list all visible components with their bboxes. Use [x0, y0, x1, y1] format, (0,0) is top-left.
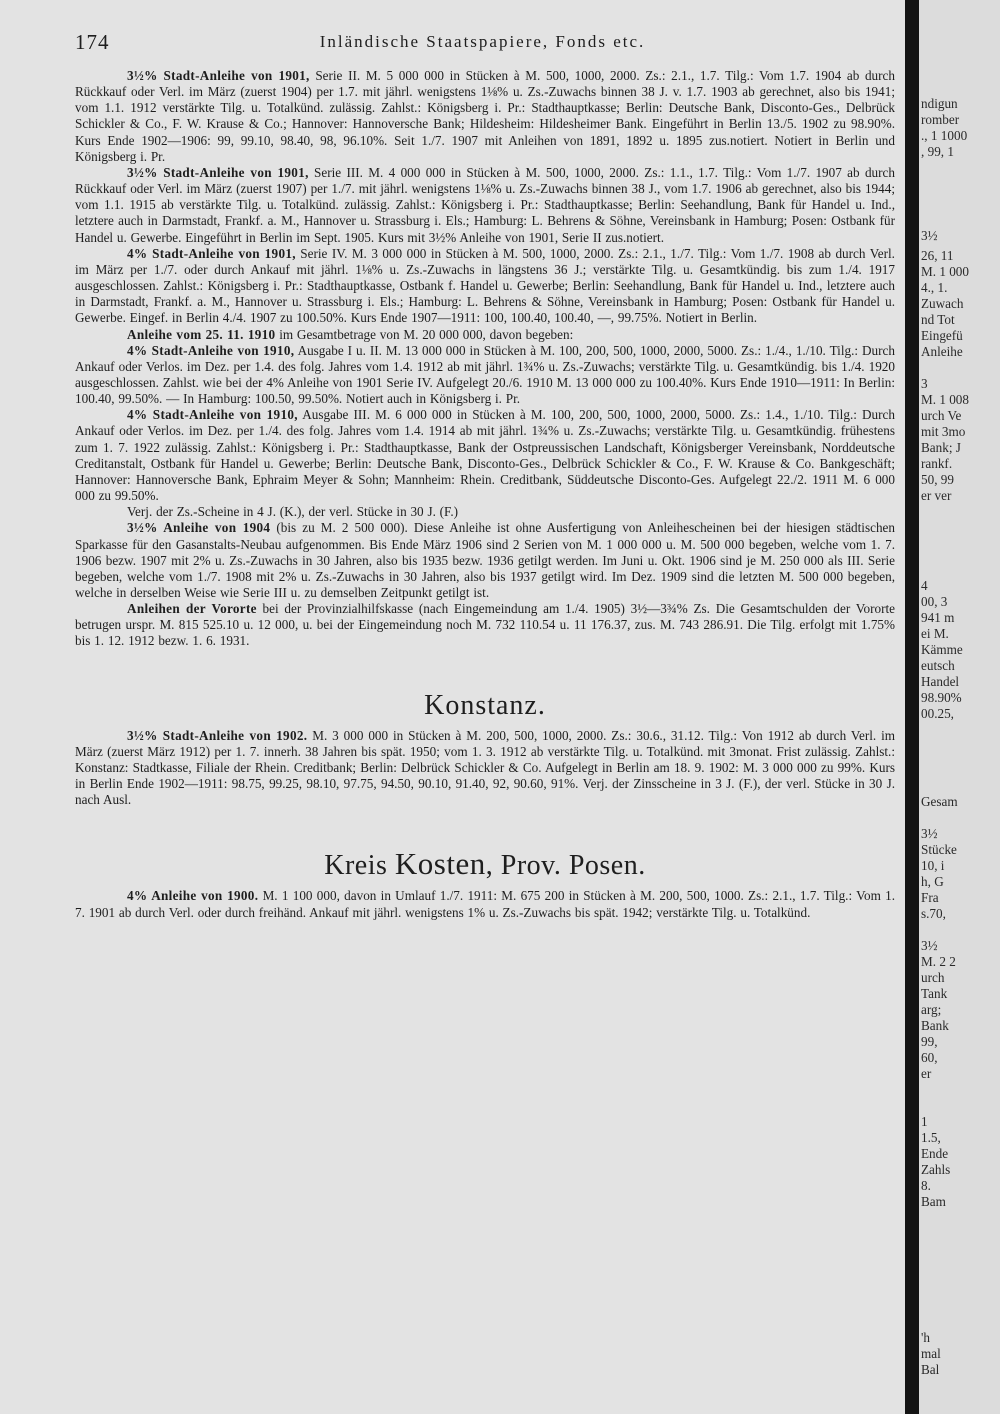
adjacent-page-fragment: eutsch [921, 658, 955, 673]
adjacent-page-fragment: Stücke [921, 842, 957, 857]
entry-text: (bis zu M. 2 500 000). Diese Anleihe ist ohne Ausfertigung von Anleihescheinen bei der hiesigen städtischen Sparkasse für den Gasanstalts-Neubau aufgenommen. Bis Ende März 1906 sind 2 Serien von M. 1 000 000 u. M. 500 000 begeben, welche vom 1. 7. 1906 bezw. 1907 mit 2% u. Zs.-Zuwachs in 30 Jahren, also bis 1935 bezw. 1936 getilgt werden. Im Juni u. Okt. 1906 sind je M. 250 000 als III. Serie begeben, welche vom 1./7. 1908 mit 2% u. Zs.-Zuwachs in 30 Jahren, also bis 1937 getilgt wird. Im Dez. 1909 sind die letzten M. 500 000 begeben, welche in derselben Weise wie Serie III u. zu demselben Zeitpunkt getilgt ist. [75, 520, 895, 600]
title-prefix: Kreis [324, 850, 395, 882]
adjacent-page-fragment: Bank [921, 1018, 949, 1033]
section-title-kosten [75, 846, 895, 882]
adjacent-page-fragment: 1.5, [921, 1130, 941, 1145]
entry-paragraph [75, 327, 895, 343]
entry-text: Serie II. M. 5 000 000 in Stücken à M. 500, 1000, 2000. Zs.: 2.1., 1.7. Tilg.: Vom 1.7. 1904 ab durch Rückkauf oder Verl. im März (zuerst 1904) per 1.7. mit jährl. wenigstens 1⅛% u. Zs.-Zuwachs binnen 38 J. v. 1.7. 1903 ab gerechnet, also bis 1941; vom 1.1. 1912 verstärkte Tilg. u. Totalkünd. zulässig. Zahlst.: Königsberg i. Pr.: Stadthauptkasse; Berlin: Deutsche Bank, Disconto-Ges., Delbrück Schickler & Co., F. W. Krause & Co.; Hannover: Hannoversche Bank; Hildesheim: Hildesheimer Bank. Eingeführt in Berlin 13./5. 1902 zu 98.90%. Kurs Ende 1902—1906: 99, 99.10, 98.40, 98, 96.10%. Seit 1./7. 1907 mit Anleihen von 1891, 1892 u. 1895 zus.notiert. Notiert in Berlin und Königsberg i. Pr. [75, 68, 895, 164]
entry-heading: 3½% Stadt-Anleihe von 1902. [127, 727, 308, 743]
adjacent-page-fragment: M. 2 2 [921, 954, 956, 969]
adjacent-page-fragment: mit 3mo [921, 424, 966, 439]
entry-paragraph [75, 520, 895, 601]
running-head: Inländische Staatspapiere, Fonds etc. [319, 32, 646, 51]
adjacent-page-fragment: 3½ [921, 228, 938, 243]
adjacent-page-fragment: M. 1 008 [921, 392, 969, 407]
adjacent-page-fragment: er ver [921, 488, 952, 503]
adjacent-page-fragment: Handel [921, 674, 960, 689]
adjacent-page-fragment: ndigun [921, 96, 958, 111]
entry-text: Ausgabe I u. II. M. 13 000 000 in Stücken à M. 100, 200, 500, 1000, 2000, 5000. Zs.: 1./4., 1./10. Tilg.: Durch Ankauf oder Verlos. im Dez. per 1.4. des folg. Jahres vom 1.4. 1912 ab mit jährl. 1¾% u. Zs.-Zuwachs; verstärkte Tilg. u. Gesamtkündig. bis 1./4. 1920 ausgeschlossen. Zahlst. wie bei der 4% Anleihe von 1901 Serie IV. Aufgelegt 20./6. 1910 M. 13 000 000 zu 100.40%. Kurs Ende 1910—1911: In Berlin: 100.40, 99.50%. — In Hamburg: 100.50, 99.50%. Notiert auch in Königsberg i. Pr. [75, 342, 895, 407]
adjacent-page-fragment: rankf. [921, 456, 953, 471]
adjacent-page-fragment: urch Ve [921, 408, 962, 423]
entry-paragraph [75, 68, 895, 165]
adjacent-page-fragment: 3½ [921, 938, 938, 953]
body-text [75, 68, 895, 921]
adjacent-page-fragment: Ende [921, 1146, 949, 1161]
entry-paragraph [75, 407, 895, 504]
entry-text: Serie IV. M. 3 000 000 in Stücken à M. 500, 1000, 2000. Zs.: 2.1., 1./7. Tilg.: Vom 1./7. 1908 ab durch Verl. im März per 1./7. oder durch Ankauf mit jährl. 1⅛% u. Zs.-Zuwachs in längstens 36 J.; verstärkte Tilg. u. Gesamtkündig. bis zum 1./4. 1917 ausgeschlossen. Zahlst.: Königsberg i. Pr.: Stadthauptkasse, Ostbank f. Handel u. Gewerbe; Berlin: Seehandlung, Bank für Handel u. Ind., letztere auch in Darmstadt, Frankf. a. M., Hannover u. Strassburg i. Els.; Hamburg: L. Behrens & Söhne, Vereinsbank in Hamburg; Posen: Ostbank für Handel u. Gewerbe. Eingef. in Berlin 4./4. 1907 zu 100.50%. Kurs Ende 1907—1911: 100, 100.40, 100.40, —, 99.75%. Notiert in Berlin. [75, 245, 895, 326]
adjacent-page-fragment: , 99, 1 [921, 144, 954, 159]
adjacent-page-fragment: 3 [921, 376, 928, 391]
entry-text: Ausgabe III. M. 6 000 000 in Stücken à M. 100, 200, 500, 1000, 2000, 5000. Zs.: 1.4., 1./10. Tilg.: Durch Ankauf oder Verlos. im Dez. per 1./4. des folg. Jahres vom 1.4. 1914 ab mit jährl. 1¾% u. Zs.-Zuwachs; verstärkte Tilg. u. Gesamtkündig. frühestens zum 1. 7. 1922 zulässig. Zahlst.: Königsberg i. Pr.: Stadthauptkasse, Bank der Ostpreussischen Landschaft, Königsberger Vereinsbank, Norddeutsche Creditanstalt, Ostbank für Handel u. Gewerbe; Berlin: Deutsche Bank, Disconto-Ges., Delbrück Schickler & Co., F. W. Krause & Co. Bankgeschäft; Hannover: Hannoversche Bank, Ephraim Meyer & Sohn; Mannheim: Rhein. Creditbank, Süddeutsche Disconto-Ges. Aufgelegt 22./2. 1911 M. 6 000 000 zu 99.50%. [75, 407, 895, 504]
adjacent-page-fragment: Tank [921, 986, 948, 1001]
adjacent-page-fragment: ei M. [921, 626, 949, 641]
adjacent-page-fragment: Anleihe [921, 344, 963, 359]
adjacent-page-fragment: Bank; J [921, 440, 961, 455]
entry-text: Serie III. M. 4 000 000 in Stücken à M. 500, 1000, 2000. Zs.: 1.1., 1.7. Tilg.: Vom 1./7. 1907 ab durch Rückkauf oder Verl. im März (zuerst 1907) per 1./7. mit jährl. wenigstens 1⅛% u. Zs.-Zuwachs binnen 38 J., vom 1.7. 1906 ab gerechnet, also bis 1944; vom 1.1. 1915 ab verstärkte Tilg. u. Totalkünd. zulässig. Zahlst.: Königsberg i. Pr.: Stadthauptkasse; Berlin: Seehandlung, Bank für Handel u. Ind., letztere auch in Darmstadt, Frankf. a. M., Hannover u. Strassburg i. Els.; Hamburg: L. Behrens & Söhne, Vereinsbank in Hamburg; Posen: Ostbank für Handel u. Gewerbe. Eingeführt in Berlin im Sept. 1905. Kurs mit 3½% Anleihe von 1901, Serie II zus.notiert. [75, 164, 895, 245]
adjacent-page-fragment: 10, i [921, 858, 945, 873]
adjacent-page-fragment: 00, 3 [921, 594, 948, 609]
entry-paragraph [75, 728, 895, 809]
adjacent-page-fragment: s.70, [921, 906, 946, 921]
entries-kosten [75, 888, 895, 920]
adjacent-page-fragment: mal [921, 1346, 941, 1361]
adjacent-page-fragment: 4., 1. [921, 280, 948, 295]
adjacent-page-fragment: 98.90% [921, 690, 962, 705]
entry-paragraph [75, 888, 895, 920]
entry-heading: Anleihen der Vororte [127, 601, 257, 617]
adjacent-page-fragment: romber [921, 112, 960, 127]
adjacent-page-fragment: Eingefü [921, 328, 963, 343]
entry-heading: 4% Stadt-Anleihe von 1910, [127, 407, 298, 423]
entries-konstanz [75, 728, 895, 809]
title-main: Kosten [394, 846, 486, 882]
adjacent-page-fragment: 99, [921, 1034, 938, 1049]
entry-text: Verj. der Zs.-Scheine in 4 J. (K.), der verl. Stücke in 30 J. (F.) [127, 504, 459, 520]
entry-heading: Anleihe vom 25. 11. 1910 [127, 326, 276, 342]
entry-heading: 4% Anleihe von 1900. [127, 888, 259, 904]
entry-paragraph [75, 601, 895, 649]
adjacent-page-fragment: h, G [921, 874, 944, 889]
entry-heading: 4% Stadt-Anleihe von 1910, [127, 342, 295, 358]
adjacent-page-fragment: 'h [921, 1330, 930, 1345]
entry-heading: 3½% Anleihe von 1904 [127, 520, 271, 536]
section-title-konstanz: Konstanz. [424, 689, 546, 721]
adjacent-page-fragment: 8. [921, 1178, 931, 1193]
adjacent-page-fragment: 4 [921, 578, 928, 593]
entry-heading: 3½% Stadt-Anleihe von 1901, [127, 68, 310, 83]
adjacent-page-fragment: Fra [921, 890, 939, 905]
adjacent-page-fragment: ., 1 1000 [921, 128, 968, 143]
entry-paragraph [75, 246, 895, 327]
adjacent-page-fragment: er [921, 1066, 932, 1081]
adjacent-page-fragment: Zahls [921, 1162, 951, 1177]
adjacent-page-fragment: Bal [921, 1362, 940, 1377]
entry-heading: 3½% Stadt-Anleihe von 1901, [127, 164, 309, 180]
entry-paragraph [75, 504, 895, 520]
entry-paragraph [75, 165, 895, 246]
adjacent-page-fragment: Kämme [921, 642, 963, 657]
title-suffix: , Prov. Posen. [485, 850, 646, 882]
entry-text: bei der Provinzialhilfskasse (nach Eingemeindung am 1./4. 1905) 3½—3¾% Zs. Die Gesamtschulden der Vororte betrugen urspr. M. 815 525.10 u. 12 000, u. bei der Eingemeindung noch M. 732 110.54 u. 11 176.37, zus. M. 743 286.91. Die Tilg. erfolgt mit 1.75% bis 1. 12. 1912 bezw. 1. 6. 1931. [75, 601, 896, 649]
page-header [75, 30, 890, 60]
adjacent-page-fragment: Zuwach [921, 296, 964, 311]
adjacent-page-fragment: 26, 11 [921, 248, 954, 263]
adjacent-page-fragment: 00.25, [921, 706, 954, 721]
entry-text: M. 1 100 000, davon in Umlauf 1./7. 1911: M. 675 200 in Stücken à M. 200, 500, 1000. Zs.: 2.1., 1.7. Tilg.: Vom 1. 7. 1901 ab durch Verl. oder durch freihänd. Ankauf mit jährl. wenigstens 1% u. Zs.-Zuwachs bis spät. 1942; verstärkte Tilg. u. Totalkünd. [75, 888, 895, 920]
adjacent-page-fragment: 1 [921, 1114, 928, 1129]
entry-heading: 4% Stadt-Anleihe von 1901, [127, 245, 296, 261]
entry-text: M. 3 000 000 in Stücken à M. 200, 500, 1000, 2000. Zs.: 30.6., 31.12. Tilg.: Von 1912 ab durch Verl. im März (zuerst März 1912) per 1. 7. innerh. 38 Jahren bis spät. 1950; vom 1. 3. 1912 ab verstärkte Tilg. u. Totalkünd. mit 3monat. Frist zulässig. Zahlst.: Konstanz: Stadtkasse, Filiale der Rhein. Creditbank; Berlin: Delbrück Schickler & Co. Aufgelegt in Berlin am 18. 9. 1902: M. 3 000 000 zu 99%. Kurs in Berlin Ende 1902—1911: 98.75, 99.25, 98.10, 97.75, 94.50, 90.10, 91.40, 92, 90.60, 91%. Verj. der Zinsscheine in 3 J. (F.), der verl. Stücke in 30 J. nach Ausl. [75, 727, 895, 808]
entry-paragraph [75, 343, 895, 408]
adjacent-page-fragment: 3½ [921, 826, 938, 841]
entry-text: im Gesamtbetrage von M. 20 000 000, davon begeben: [279, 326, 574, 342]
adjacent-page-fragment: arg; [921, 1002, 942, 1017]
page-number: 174 [75, 30, 110, 54]
adjacent-page-fragment: Bam [921, 1194, 946, 1209]
adjacent-page-fragment: 50, 99 [921, 472, 954, 487]
adjacent-page-fragment: 941 m [921, 610, 955, 625]
adjacent-page-edge [919, 0, 1000, 1414]
adjacent-page-fragment: M. 1 000 [921, 264, 969, 279]
adjacent-page-fragment: urch [921, 970, 945, 985]
adjacent-page-fragment: Gesam [921, 794, 958, 809]
adjacent-page-fragment: 60, [921, 1050, 938, 1065]
adjacent-page-fragment: nd Tot [921, 312, 955, 327]
book-gutter [905, 0, 919, 1414]
entries-top [75, 68, 895, 650]
